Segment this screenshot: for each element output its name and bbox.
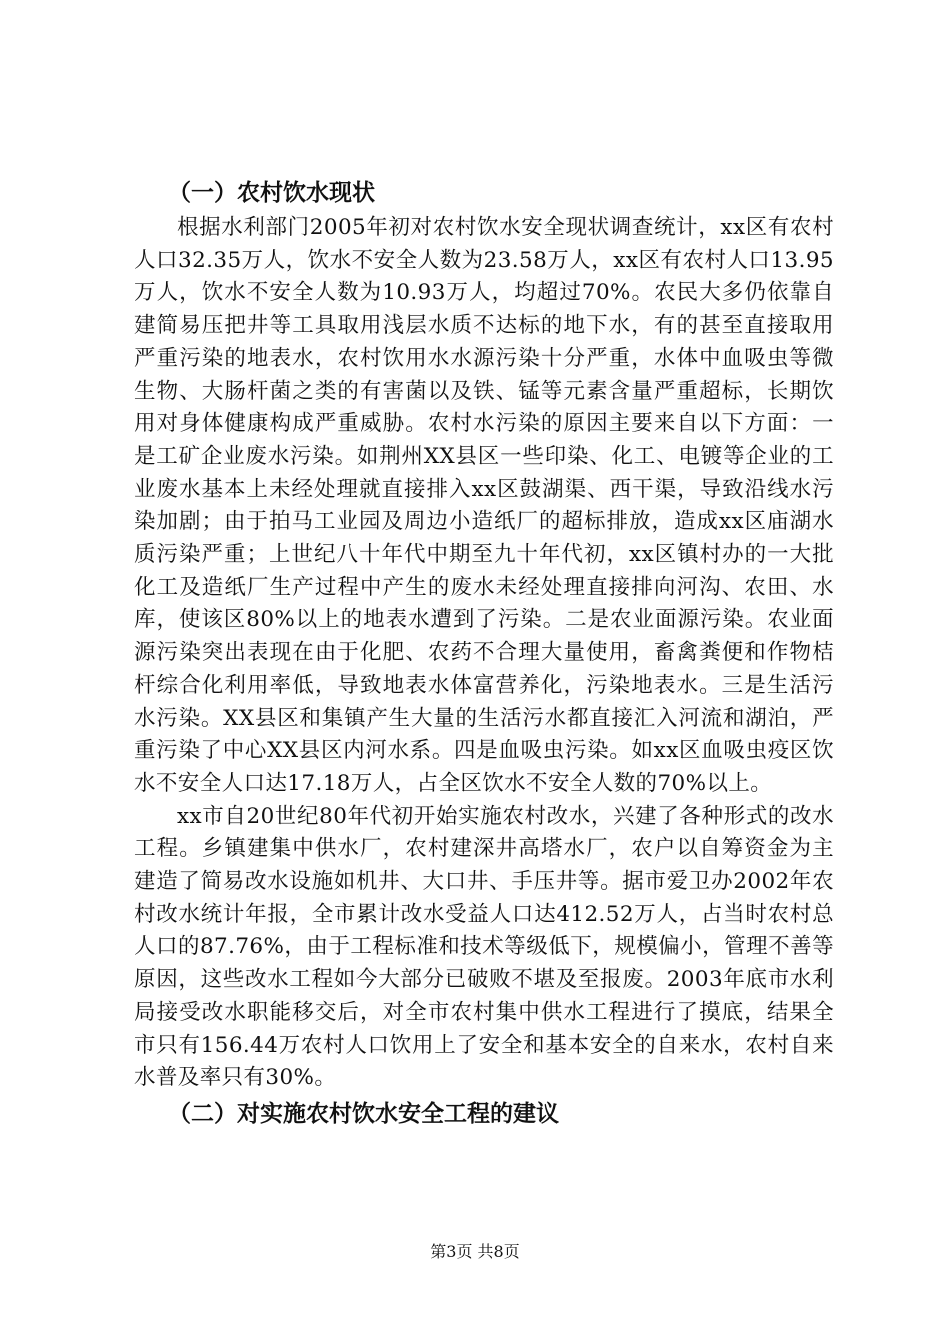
document-body [134, 174, 834, 1133]
page-footer: 第3页 共8页 [430, 1242, 520, 1261]
section-heading-project-suggestions: （二）对实施农村饮水安全工程的建议 [168, 1099, 559, 1127]
section-heading-rural-drinking-water-status: （一）农村饮水现状 [168, 179, 375, 206]
paragraph-water-safety-survey: 根据水利部门2005年初对农村饮水安全现状调查统计，xx区有农村人口32.35万人，饮水不安全人数为23.58万人，xx区有农村人口13.95万人，饮水不安全人数为10.93万人，均超过70%。农民大多仍依靠自建简易压把井等工具取用浅层水质不达标的地下水，有的甚至直接取用严重污染的地表水，农村饮用水水源污染十分严重，水体中血吸虫等微生物、大肠杆菌之类的有害菌以及铁、锰等元素含量严重超标，长期饮用对身体健康构成严重威胁。农村水污染的原因主要来自以下方面：一是工矿企业废水污染。如荆州XX县区一些印染、化工、电镀等企业的工业废水基本上未经处理就直接排入xx区鼓湖渠、西干渠，导致沿线水污染加剧；由于拍马工业园及周边小造纸厂的超标排放，造成xx区庙湖水质污染严重；上世纪八十年代中期至九十年代初，xx区镇村办的一大批化工及造纸厂生产过程中产生的废水未经处理直接排向河沟、农田、水库，使该区80%以上的地表水遭到了污染。二是农业面源污染。农业面源污染突出表现在由于化肥、农药不合理大量使用，畜禽粪便和作物桔杆综合化利用率低，导致地表水体富营养化，污染地表水。三是生活污水污染。XX县区和集镇产生大量的生活污水都直接汇入河流和湖泊，严重污染了中心XX县区内河水系。四是血吸虫污染。如xx区血吸虫疫区饮水不安全人口达17.18万人，占全区饮水不安全人数的70%以上。 [134, 215, 834, 796]
paragraph-water-improvement-history: xx市自20世纪80年代初开始实施农村改水，兴建了各种形式的改水工程。乡镇建集中供水厂，农村建深井高塔水厂，农户以自筹资金为主建造了简易改水设施如机井、大口井、手压井等。据市爱卫办2002年农村改水统计年报，全市累计改水受益人口达412.52万人，占当时农村总人口的87.76%，由于工程标准和技术等级低下，规模偏小，管理不善等原因，这些改水工程如今大部分已破败不堪及至报废。2003年底市水利局接受改水职能移交后，对全市农村集中供水工程进行了摸底，结果全市只有156.44万农村人口饮用上了安全和基本安全的自来水，农村自来水普及率只有30%。 [134, 803, 834, 1091]
